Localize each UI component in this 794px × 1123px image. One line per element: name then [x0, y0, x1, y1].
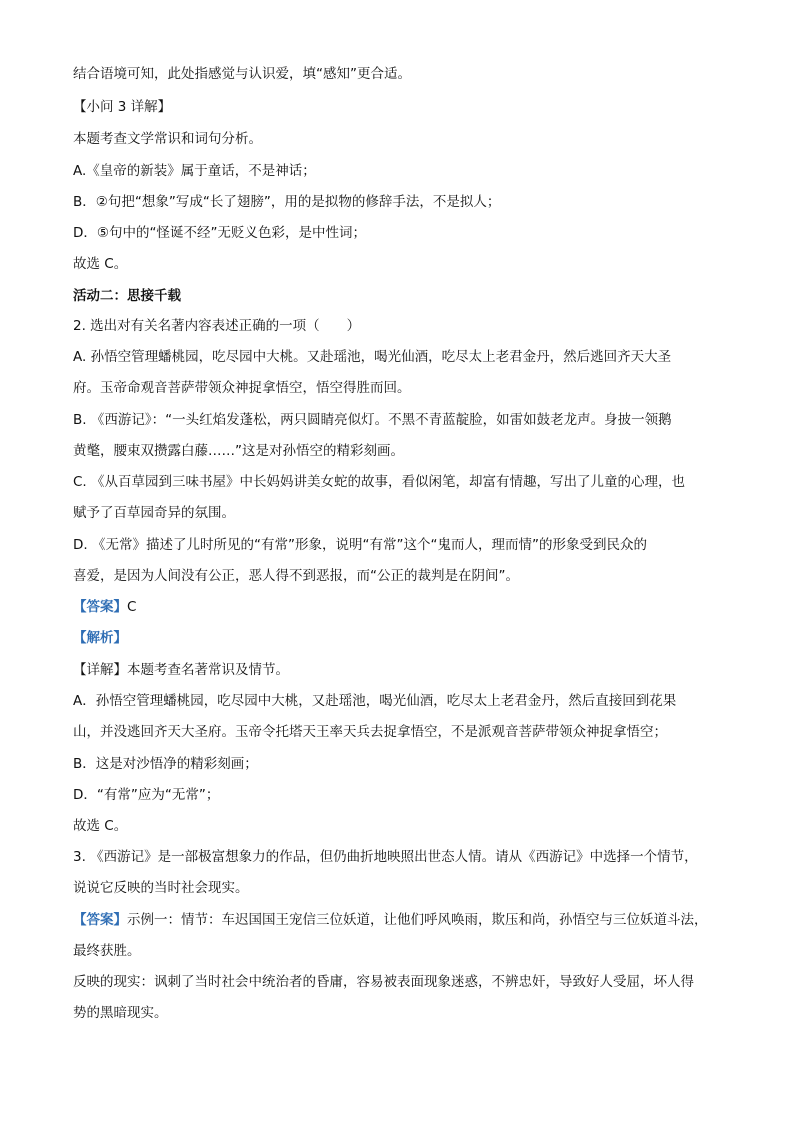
option-d: D. 《无常》描述了儿时所见的“有常”形象，说明“有常”这个“鬼而人，理而情”的形象受到民众的 — [73, 537, 647, 553]
analysis-tag: 【解析】 — [73, 630, 127, 646]
text-line: D．“有常”应为“无常”； — [73, 787, 220, 803]
answer-line — [73, 597, 136, 617]
option-a-cont: 府。玉帝命观音菩萨带领众神捉拿悟空，悟空得胜而回。 — [73, 380, 411, 396]
text-line: D．⑤句中的“怪诞不经”无贬义色彩，是中性词； — [73, 225, 366, 241]
analysis-line — [73, 628, 127, 648]
text-line: 故选 C。 — [73, 256, 128, 272]
text-line: A.《皇帝的新装》属于童话，不是神话； — [73, 163, 316, 179]
text-line: A．孙悟空管理蟠桃园，吃尽园中大桃，又赴瑶池，喝光仙酒，吃尽太上老君金丹，然后直接回到花果 — [73, 693, 677, 709]
answer-value: C — [127, 599, 137, 615]
text-line: B．这是对沙悟净的精彩刻画； — [73, 756, 258, 772]
answer-text: 示例一：情节：车迟国国王宠信三位妖道，让他们呼风唤雨，欺压和尚，孙悟空与三位妖道斗法， — [127, 912, 708, 928]
text-line: 山，并没逃回齐天大圣府。玉帝令托塔天王率天兵去捉拿悟空，不是派观音菩萨带领众神捉拿悟空； — [73, 724, 667, 740]
question-stem: 3. 《西游记》是一部极富想象力的作品，但仍曲折地映照出世态人情。请从《西游记》中选择一个情节， — [73, 849, 698, 865]
text-line: 最终获胜。 — [73, 943, 141, 959]
text-line: 本题考查文学常识和词句分析。 — [73, 131, 262, 147]
option-b: B. 《西游记》：“一头红焰发蓬松，两只圆睛亮似灯。不黑不青蓝靛脸，如雷如鼓老龙声。身披一领鹅 — [73, 412, 672, 428]
text-line: 【详解】本题考查名著常识及情节。 — [73, 662, 289, 678]
option-a: A. 孙悟空管理蟠桃园，吃尽园中大桃。又赴瑶池，喝光仙酒，吃尽太上老君金丹，然后逃回齐天大圣 — [73, 349, 672, 365]
section-heading: 【小问 3 详解】 — [73, 99, 172, 115]
answer-tag: 【答案】 — [73, 599, 127, 615]
activity-heading: 活动二：思接千载 — [73, 288, 181, 304]
question-stem-cont: 说说它反映的当时社会现实。 — [73, 880, 249, 896]
text-line: 故选 C。 — [73, 818, 128, 834]
text-line: 势的黑暗现实。 — [73, 1005, 168, 1021]
text-line: 反映的现实：讽刺了当时社会中统治者的昏庸，容易被表面现象迷惑，不辨忠奸，导致好人受屈，坏人得 — [73, 974, 694, 990]
question-stem: 2. 选出对有关名著内容表述正确的一项（ ） — [73, 318, 361, 334]
option-c-cont: 赋予了百草园奇异的氛围。 — [73, 505, 235, 521]
option-b-cont: 黄氅，腰束双攒露白藤……”这是对孙悟空的精彩刻画。 — [73, 443, 404, 459]
text-line: 结合语境可知，此处指感觉与认识爱，填“感知”更合适。 — [73, 66, 411, 82]
text-line: B．②句把“想象”写成“长了翅膀”，用的是拟物的修辞手法，不是拟人； — [73, 194, 501, 210]
option-d-cont: 喜爱，是因为人间没有公正，恶人得不到恶报，而“公正的裁判是在阴间”。 — [73, 568, 519, 584]
answer-tag: 【答案】 — [73, 912, 127, 928]
answer-line — [73, 910, 708, 930]
option-c: C. 《从百草园到三味书屋》中长妈妈讲美女蛇的故事，看似闲笔，却富有情趣，写出了儿童的心理，也 — [73, 474, 686, 490]
